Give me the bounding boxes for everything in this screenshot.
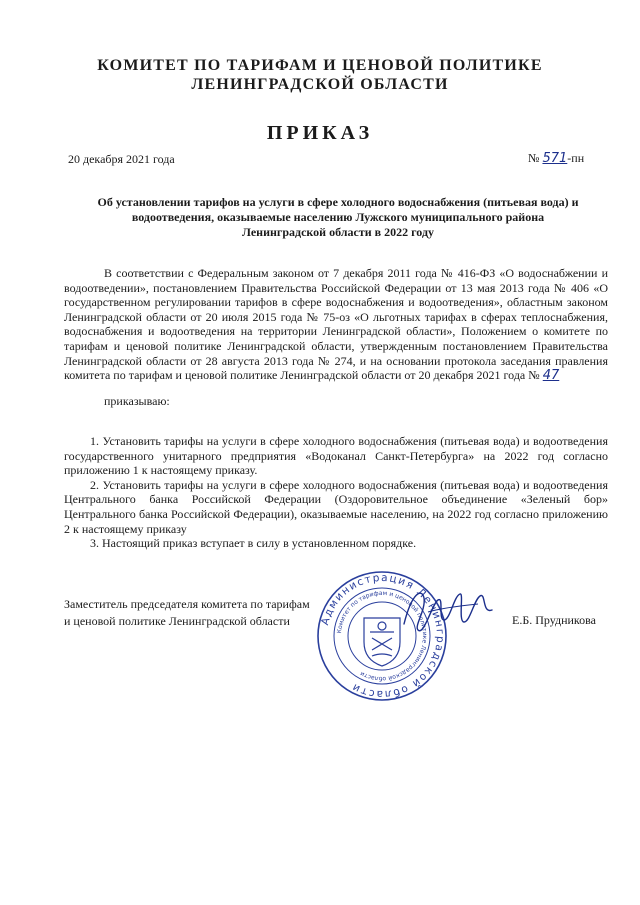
- seal-inner-text: Комитет по тарифам и ценовой политике Ленинградской области: [336, 589, 429, 683]
- subject-line-3: Ленинградской области в 2022 году: [241, 225, 435, 239]
- number-suffix: -пн: [567, 151, 585, 165]
- order-item-3: 3. Настоящий приказ вступает в силу в установленном порядке.: [90, 536, 417, 551]
- order-item-1: 1. Установить тарифы на услуги в сфере холодного водоснабжения (питьевая вода) и водоотведения государственного унитарного предприятия «Водоканал Санкт-Петербурга» на 2022 год согласно приложению 1 к настоящему приказу.: [64, 434, 608, 478]
- document-date: 20 декабря 2021 года: [68, 152, 175, 166]
- signatory-position-line-2: и ценовой политике Ленинградской области: [64, 614, 290, 628]
- handwritten-signature: [398, 584, 498, 638]
- signatory-position: [64, 596, 310, 630]
- preamble-text: В соответствии с Федеральным законом от 7 декабря 2011 года № 416-ФЗ «О водоснабжении и водоотведении», постановлением Правительства Российской Федерации от 13 мая 2013 года № 406 «О государственном регулировании тарифов в сфере водоснабжения и водоотведения», областным законом Ленинградской области от 20 июля 2015 года № 75-оз «О льготных тарифах в сферах теплоснабжения, водоснабжения и водоотведения на территории Ленинградской области», Положением о комитете по тарифам и ценовой политике Ленинградской области, утвержденным постановлением Правительства Ленинградской области от 28 августа 2013 года № 274, и на основании протокола заседания правления комитета по тарифам и ценовой политике Ленинградской области от 20 декабря 2021 года №: [64, 266, 608, 383]
- preamble-paragraph: [64, 266, 608, 384]
- document-subject: [72, 195, 604, 240]
- order-word: приказываю:: [104, 394, 170, 408]
- order-items: [64, 434, 608, 551]
- document-type-title: ПРИКАЗ: [266, 122, 374, 144]
- handwritten-document-number: 571: [542, 151, 568, 166]
- organization-line-1: КОМИТЕТ ПО ТАРИФАМ И ЦЕНОВОЙ ПОЛИТИКЕ: [97, 57, 543, 74]
- signatory-name: Е.Б. Прудникова: [512, 613, 596, 627]
- handwritten-protocol-number: 47: [542, 368, 560, 384]
- subject-line-2: водоотведения, оказываемые населению Лужского муниципального района: [131, 210, 545, 224]
- signatory-position-line-1: Заместитель председателя комитета по тарифам: [64, 597, 310, 611]
- number-prefix: №: [528, 151, 540, 165]
- subject-line-1: Об установлении тарифов на услуги в сфере холодного водоснабжения (питьевая вода) и: [97, 195, 579, 209]
- document-number: [528, 151, 584, 166]
- order-item-2: 2. Установить тарифы на услуги в сфере холодного водоснабжения (питьевая вода) и водоотведения Центрального банка Российской Федерации (Оздоровительное объединение «Зеленый бор» Центрального банка Российской Федерации), оказываемые населению, на 2022 год согласно приложению 2 к настоящему приказу: [64, 477, 608, 536]
- organization-line-2: ЛЕНИНГРАДСКОЙ ОБЛАСТИ: [191, 76, 449, 93]
- coat-of-arms-emblem: [364, 618, 400, 666]
- seal-outer-text: Администрация Ленинградской области: [319, 571, 447, 701]
- organization-header: [0, 56, 640, 94]
